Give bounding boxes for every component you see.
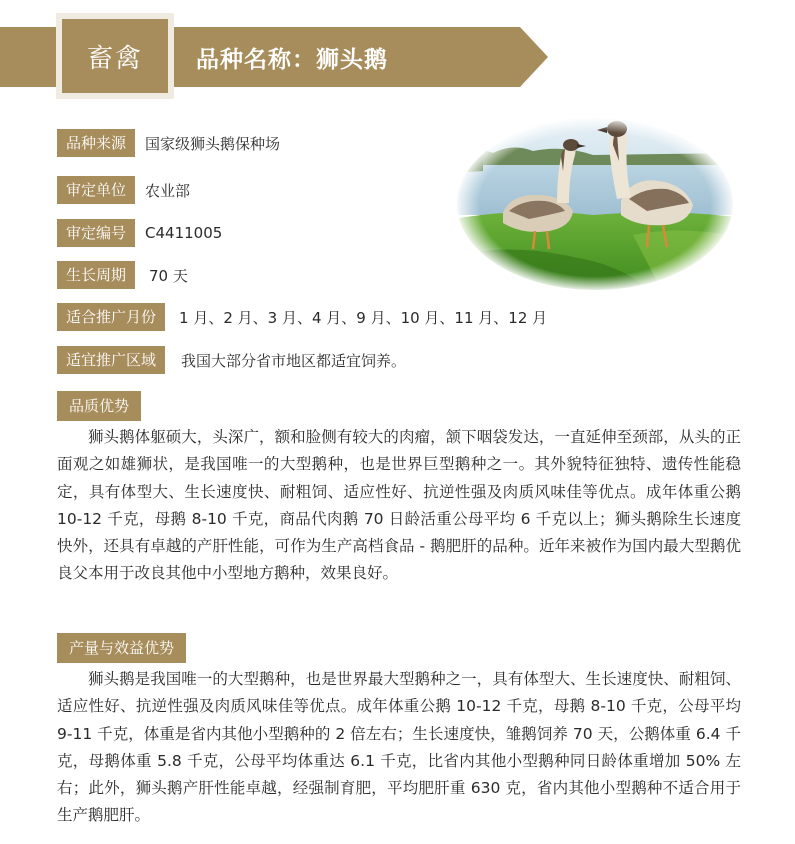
goose-photo xyxy=(453,115,738,293)
info-label-cycle: 生长周期 xyxy=(57,261,135,289)
info-row-source xyxy=(57,129,280,157)
info-row-months xyxy=(57,303,547,331)
info-row-approver xyxy=(57,176,190,204)
info-label-region: 适宜推广区域 xyxy=(57,346,165,374)
section-title-quality: 品质优势 xyxy=(57,391,141,421)
info-value-region: 我国大部分省市地区都适宜饲养。 xyxy=(181,351,407,370)
yield-paragraph: 狮头鹅是我国唯一的大型鹅种，也是世界最大型鹅种之一，具有体型大、生长速度快、耐粗饲、适应性好、抗逆性强及肉质风味佳等优点。成年体重公鹅 10-12 千克，母鹅 8-10 千克，公母平均 9-11 千克，体重是省内其他小型鹅种的 2 倍左右；生长速度快，雏鹅饲养 70 天，公鹅体重 6.4 千克，母鹅体重 5.8 千克，公母平均体重达 6.1 千克，比省内其他小型鹅种同日龄体重增加 50% 左右；此外，狮头鹅产肝性能卓越，经强制育肥，平均肥肝重 630 克，省内其他小型鹅种不适合用于生产鹅肥肝。 xyxy=(57,670,741,825)
info-value-code: C4411005 xyxy=(145,224,223,242)
info-row-code xyxy=(57,219,222,247)
info-label-approver: 审定单位 xyxy=(57,176,135,204)
header-banner xyxy=(0,27,795,87)
page-title: 品种名称：狮头鹅 xyxy=(196,46,388,73)
info-value-source: 国家级狮头鹅保种场 xyxy=(145,134,281,153)
info-label-source: 品种来源 xyxy=(57,129,135,157)
info-row-region xyxy=(57,346,406,374)
category-label: 畜禽 xyxy=(86,43,143,74)
info-row-cycle xyxy=(57,261,188,289)
category-badge xyxy=(56,13,174,99)
info-value-months: 1 月、2 月、3 月、4 月、9 月、10 月、11 月、12 月 xyxy=(179,308,548,327)
section-title-yield: 产量与效益优势 xyxy=(57,633,186,663)
info-value-cycle: 70 天 xyxy=(149,266,188,285)
info-label-code: 审定编号 xyxy=(57,219,135,247)
info-label-months: 适合推广月份 xyxy=(57,303,165,331)
quality-paragraph: 狮头鹅体躯硕大，头深广，额和脸侧有较大的肉瘤，颔下咽袋发达，一直延伸至颈部，从头的正面观之如雄狮状，是我国唯一的大型鹅种，也是世界巨型鹅种之一。其外貌特征独特、遗传性能稳定，具有体型大、生长速度快、耐粗饲、适应性好、抗逆性强及肉质风味佳等优点。成年体重公鹅 10-12 千克，母鹅 8-10 千克，商品代肉鹅 70 日龄活重公母平均 6 千克以上；狮头鹅除生长速度快外，还具有卓越的产肝性能，可作为生产高档食品 - 鹅肥肝的品种。近年来被作为国内最大型鹅优良父本用于改良其他中小型地方鹅种，效果良好。 xyxy=(57,428,741,583)
info-value-approver: 农业部 xyxy=(145,181,191,200)
